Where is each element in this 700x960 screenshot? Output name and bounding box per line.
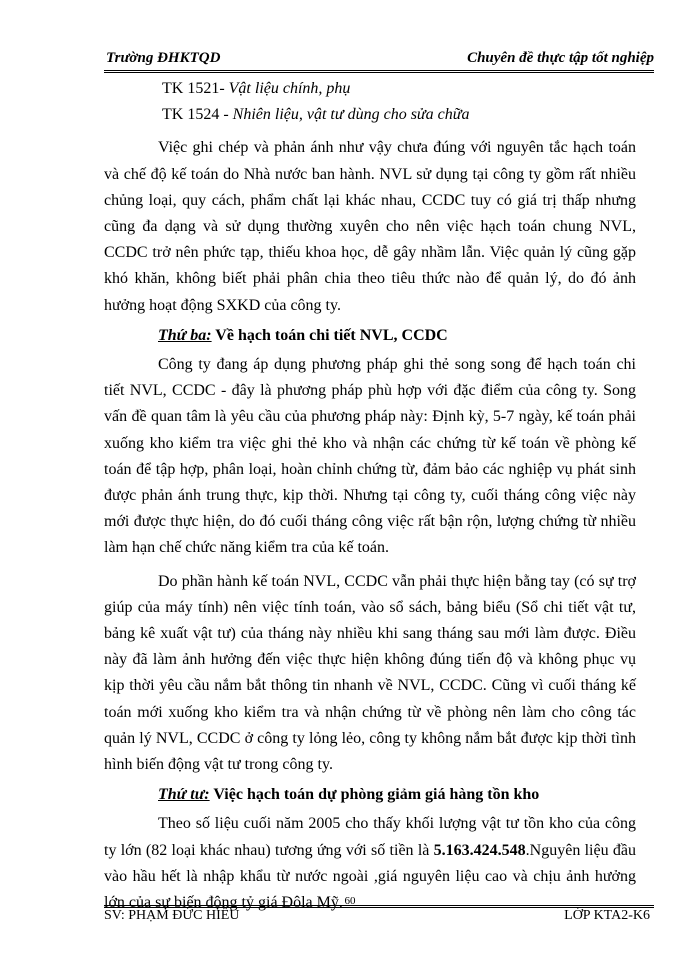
inventory-amount: 5.163.424.548 [433,841,526,859]
paragraph: Việc ghi chép và phản ánh như vậy chưa đúng với nguyên tắc hạch toán và chế độ kế toán do Nhà nước ban hành. NVL sử dụng tại công ty gồm rất nhiều chủng loại, quy cách, phẩm chất lại khác nhau, CCDC tuy có giá trị thấp nhưng cũng đa dạng và sử dụng thường xuyên cho nên việc hạch toán chung NVL, CCDC trở nên phức tạp, thiếu khoa học, dễ gây nhầm lẫn. Việc quản lý cũng gặp khó khăn, không biết phải phân chia theo tiêu thức nào để quản lý, do đó ảnh hưởng hoạt động SXKD của công ty. [104,139,636,314]
paragraph: Công ty đang áp dụng phương pháp ghi thẻ song song để hạch toán chi tiết NVL, CCDC - đây là phương pháp phù hợp với đặc điểm của công ty. Song vấn đề quan tâm là yêu cầu của phương pháp này: Định kỳ, 5-7 ngày, kế toán phải xuống kho kiểm tra việc ghi thẻ kho và nhận các chứng từ kế toán về phòng kế toán để tập hợp, phân loại, hoàn chỉnh chứng từ, đảm bảo các nghiệp vụ phát sinh được phản ánh trung thực, kịp thời. Nhưng tại công ty, cuối tháng công việc này mới được thực hiện, do đó cuối tháng công việc rất bận rộn, lượng chứng từ nhiều làm hạn chế chức năng kiểm tra của kế toán. [104,356,636,557]
heading-text: Việc hạch toán dự phòng giảm giá hàng tồn kho [209,786,540,804]
account-line: TK 1524 - Nhiên liệu, vật tư dùng cho sửa chữa [162,106,470,124]
footer-class: LỚP KTA2-K6 [564,908,650,923]
header-title: Chuyên đề thực tập tốt nghiệp [467,50,654,66]
header-school: Trường ĐHKTQD [106,50,221,66]
paragraph: Do phần hành kế toán NVL, CCDC vẫn phải thực hiện bằng tay (có sự trợ giúp của máy tính) nên việc tính toán, vào sổ sách, bảng biểu (Sổ chi tiết vật tư, bảng kê xuất vật tư) của tháng này nhiều khi sang tháng sau mới làm được. Điều này đã làm ảnh hưởng đến việc thực hiện không đúng tiến độ và không phục vụ kịp thời yêu cầu nắm bắt thông tin nhanh về NVL, CCDC. Cũng vì cuối tháng kế toán mới xuống kho kiểm tra và nhận chứng từ về phòng nên làm cho công tác quản lý NVL, CCDC ở công ty lỏng lẻo, công ty không nắm bắt được kịp thời tình hình biến động vật tư trong công ty. [104,572,636,774]
account-code: TK 1521 [162,80,220,97]
account-line: TK 1521- Vật liệu chính, phụ [162,80,351,97]
heading-lead: Thứ tư: [158,786,210,804]
heading-lead: Thứ ba: [158,326,212,344]
page-body [104,76,636,916]
footer-student: SV: PHẠM ĐỨC HIẾU [104,908,240,923]
heading-text: Về hạch toán chi tiết NVL, CCDC [211,326,448,344]
account-description: Nhiên liệu, vật tư dùng cho sửa chữa [232,106,470,124]
section-heading [104,323,636,349]
paragraph-text: .Nguyên liệu đầu vào hầu hết là nhập khẩu từ nước ngoài ,giá nguyên liệu cao và chịu ảnh hưởng lớn của sự biến động tỷ giá Đôla Mỹ. [104,841,636,912]
paragraph-text: Theo số liệu cuối năm 2005 cho thấy khối lượng vật tư tồn kho của công ty lớn (82 loại khác nhau) tương ứng với số tiền là [104,815,636,859]
section-heading [104,782,636,808]
account-description: Vật liệu chính, phụ [228,80,351,97]
header-divider [104,70,654,73]
page-number: 60 [344,895,356,907]
account-code: TK 1524 [162,106,220,124]
